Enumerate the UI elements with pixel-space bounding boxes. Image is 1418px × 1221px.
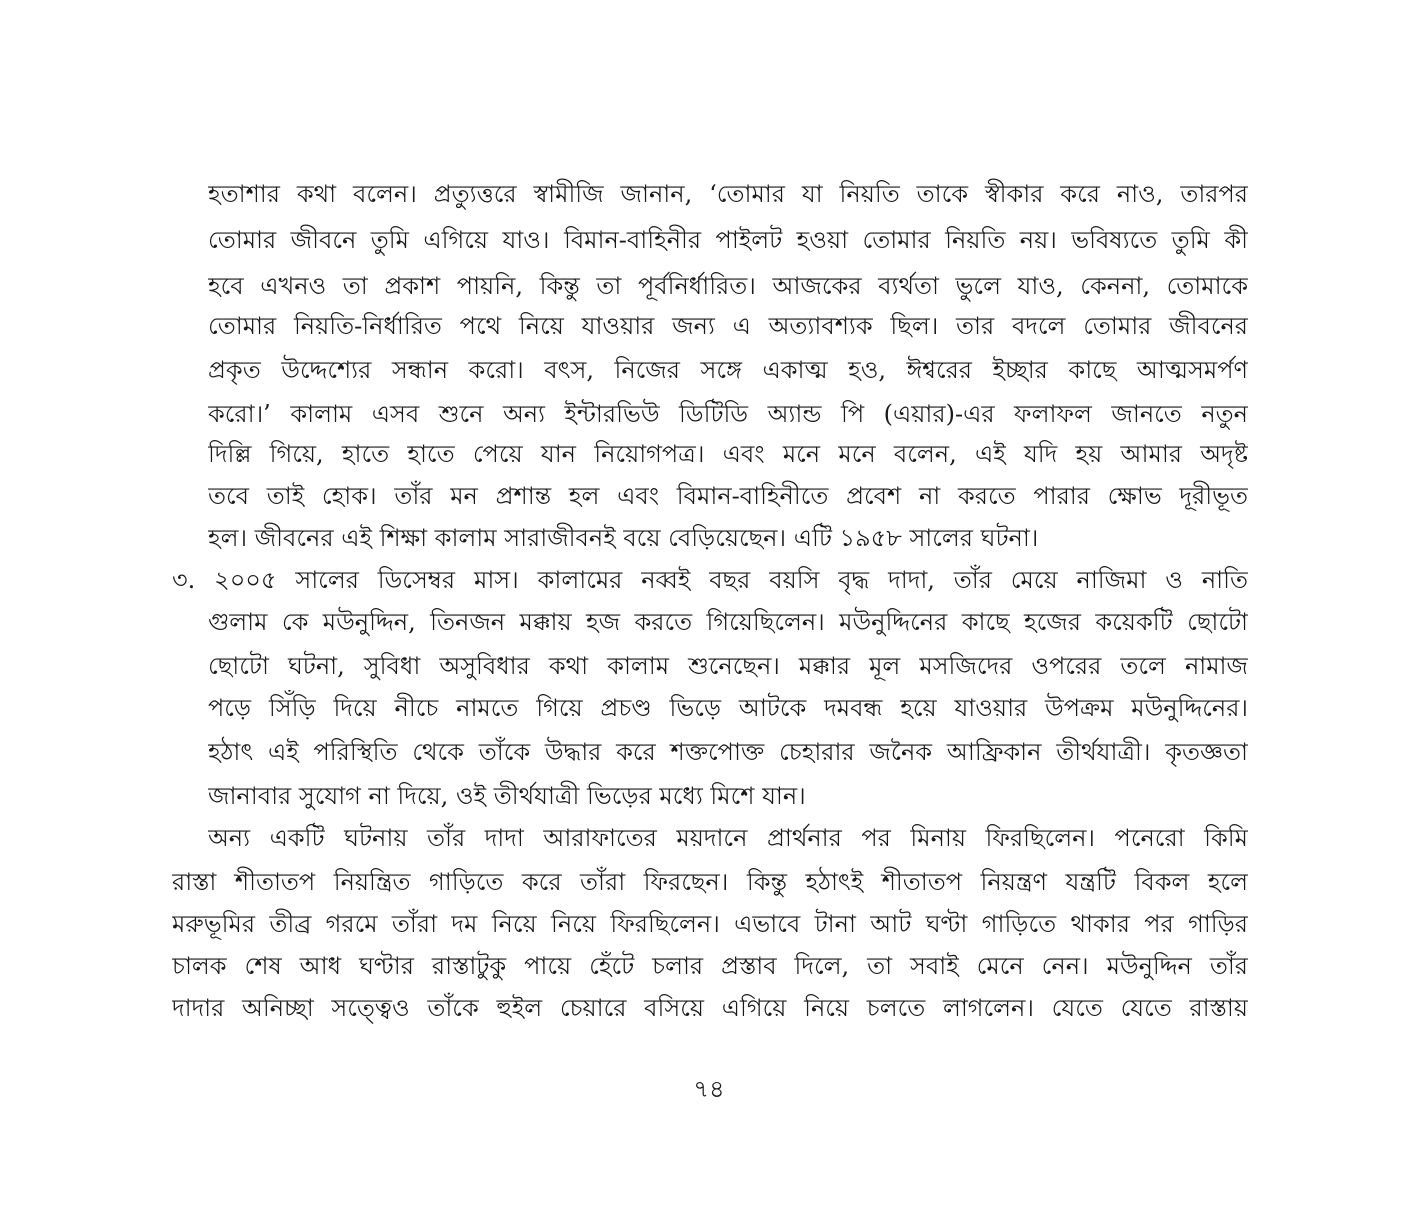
text-line: হঠাৎ এই পরিস্থিতি থেকে তাঁকে উদ্ধার করে শক্তপোক্ত চেহারার জনৈক আফ্রিকান তীর্থযাত্রী। কৃতজ্ঞতা <box>208 738 1248 766</box>
text-line: প্রকৃত উদ্দেশ্যের সন্ধান করো। বৎস, নিজের সঙ্গে একাত্ম হও, ঈশ্বরের ইচ্ছার কাছে আত্মসমর্পণ <box>208 356 1248 384</box>
text-line: হবে এখনও তা প্রকাশ পায়নি, কিন্তু তা পূর্বনির্ধারিত। আজকের ব্যর্থতা ভুলে যাও, কেননা, তোমাকে <box>208 272 1248 300</box>
text-line: দাদার অনিচ্ছা সত্ত্বেও তাঁকে হুইল চেয়ারে বসিয়ে এগিয়ে নিয়ে চলতে লাগলেন। যেতে যেতে রাস্তায় <box>172 994 1248 1022</box>
text-line: রাস্তা শীতাতপ নিয়ন্ত্রিত গাড়িতে করে তাঁরা ফিরছেন। কিন্তু হঠাৎই শীতাতপ নিয়ন্ত্রণ যন্ত্রটি বিকল হলে <box>172 868 1248 896</box>
text-line: করো।’ কালাম এসব শুনে অন্য ইন্টারভিউ ডিটিডি অ্যান্ড পি (এয়ার)-এর ফলাফল জানতে নতুন <box>208 400 1248 428</box>
text-line: পড়ে সিঁড়ি দিয়ে নীচে নামতে গিয়ে প্রচণ্ড ভিড়ে আটকে দমবন্ধ হয়ে যাওয়ার উপক্রম মউনুদ্দিনের। <box>208 694 1248 722</box>
text-line: তোমার জীবনে তুমি এগিয়ে যাও। বিমান-বাহিনীর পাইলট হওয়া তোমার নিয়তি নয়। ভবিষ্যতে তুমি কী <box>208 226 1248 254</box>
text-line: দিল্লি গিয়ে, হাতে হাতে পেয়ে যান নিয়োগপত্র। এবং মনে মনে বলেন, এই যদি হয় আমার অদৃষ্ট <box>208 440 1248 468</box>
text-line: চালক শেষ আধ ঘণ্টার রাস্তাটুকু পায়ে হেঁটে চলার প্রস্তাব দিলে, তা সবাই মেনে নেন। মউনুদ্দিন তাঁর <box>172 952 1248 980</box>
text-line: অন্য একটি ঘটনায় তাঁর দাদা আরাফাতের ময়দানে প্রার্থনার পর মিনায় ফিরছিলেন। পনেরো কিমি <box>208 824 1248 852</box>
text-line: হতাশার কথা বলেন। প্রত্যুত্তরে স্বামীজি জানান, ‘তোমার যা নিয়তি তাকে স্বীকার করে নাও, তারপর <box>208 180 1248 208</box>
text-line: ছোটো ঘটনা, সুবিধা অসুবিধার কথা কালাম শুনেছেন। মক্কার মূল মসজিদের ওপরের তলে নামাজ <box>208 652 1248 680</box>
list-item-3-line: ৩. ২০০৫ সালের ডিসেম্বর মাস। কালামের নব্বই বছর বয়সি বৃদ্ধ দাদা, তাঁর মেয়ে নাজিমা ও নাতি <box>172 566 1248 594</box>
text-line: গুলাম কে মউনুদ্দিন, তিনজন মক্কায় হজ করতে গিয়েছিলেন। মউনুদ্দিনের কাছে হজের কয়েকটি ছোটো <box>208 608 1248 636</box>
text-line: জানাবার সুযোগ না দিয়ে, ওই তীর্থযাত্রী ভিড়ের মধ্যে মিশে যান। <box>208 782 806 810</box>
page-number: ৭৪ <box>693 1075 725 1103</box>
text-line: তবে তাই হোক। তাঁর মন প্রশান্ত হল এবং বিমান-বাহিনীতে প্রবেশ না করতে পারার ক্ষোভ দূরীভূত <box>208 482 1248 510</box>
text-line: তোমার নিয়তি-নির্ধারিত পথে নিয়ে যাওয়ার জন্য এ অত্যাবশ্যক ছিল। তার বদলে তোমার জীবনের <box>208 312 1248 340</box>
text-line: হল। জীবনের এই শিক্ষা কালাম সারাজীবনই বয়ে বেড়িয়েছেন। এটি ১৯৫৮ সালের ঘটনা। <box>208 524 1039 552</box>
text-line: মরুভূমির তীব্র গরমে তাঁরা দম নিয়ে নিয়ে ফিরছিলেন। এভাবে টানা আট ঘণ্টা গাড়িতে থাকার পর গাড়ির <box>172 910 1248 938</box>
